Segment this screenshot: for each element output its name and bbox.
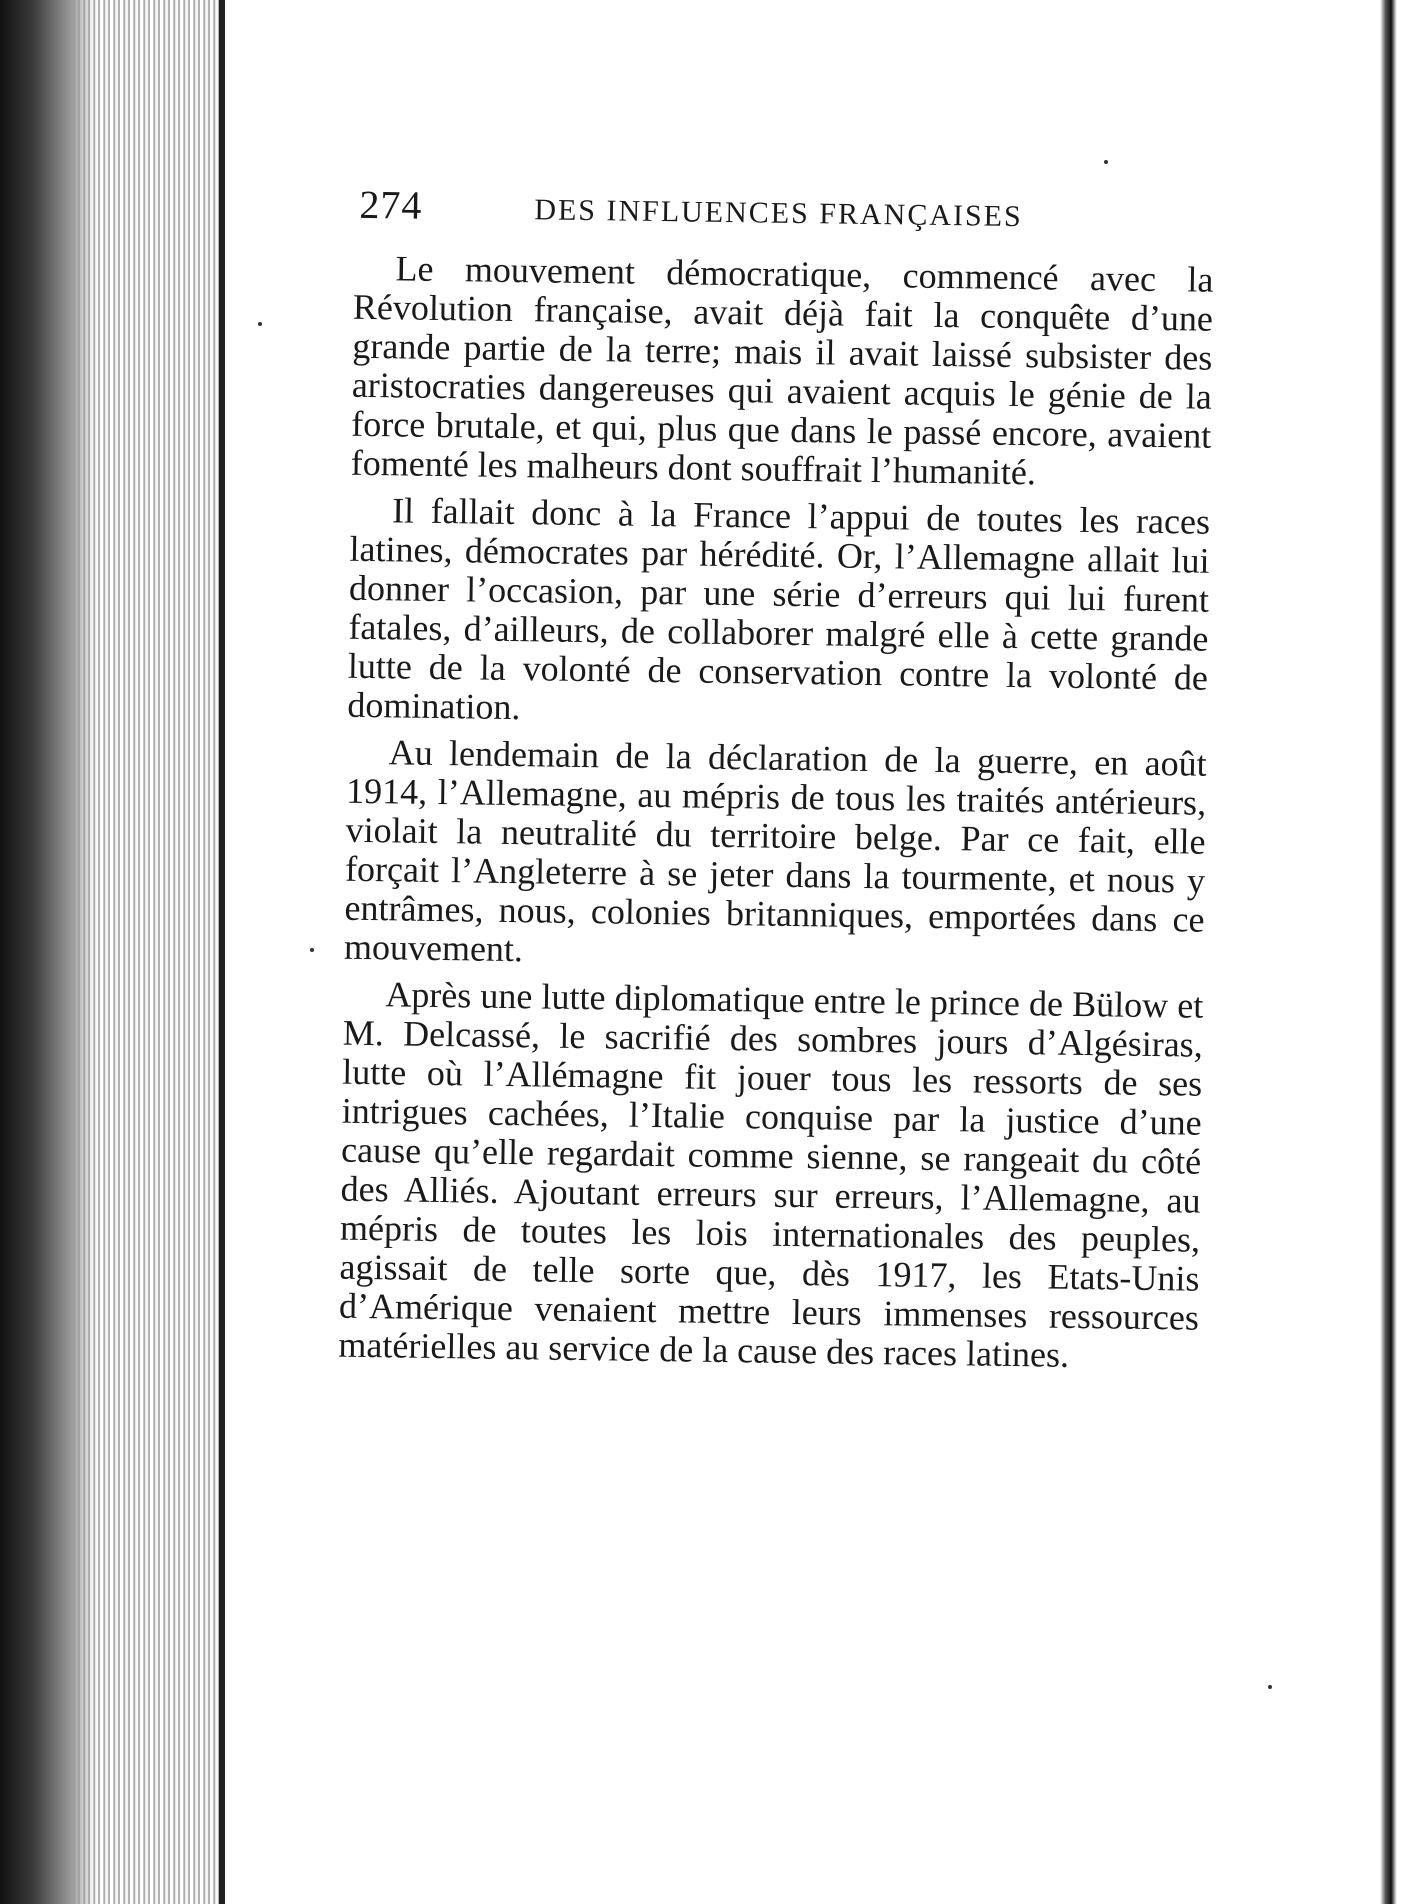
scan-speck [258, 322, 262, 326]
page-number: 274 [359, 181, 423, 228]
paragraph-3: Au lendemain de la déclaration de la guerre, en août 1914, l’Allemagne, au mépris de tous les traités antérieurs, violait la neutralité du territoire belge. Par ce fait, elle forçait l’Angleterre à se jeter dans la tourmente, et nous y entrâmes, nous, colonies britanniques, emportées dans ce mouvement. [343, 732, 1207, 970]
book-page [283, 160, 1240, 1385]
paragraph-4: Après une lutte diplomatique entre le prince de Bülow et M. Delcassé, le sacrifié des sombres jours d’Algésiras, lutte où l’Allémagne fit jouer tous les ressorts de ses intrigues cachées, l’Italie conquise par la justice d’une cause qu’elle regardait comme sienne, se rangeait du côté des Alliés. Ajoutant erreurs sur erreurs, l’Allemagne, au mépris de toutes les lois internationales des peuples, agissait de telle sorte que, dès 1917, les Etats-Unis d’Amérique venaient mettre leurs immenses ressources matérielles au service de la cause des races latines. [338, 974, 1204, 1375]
facing-page-edge [1380, 0, 1408, 1904]
paragraph-1: Le mouvement démocratique, commencé avec la Révolution française, avait déjà fait la conquête d’une grande partie de la terre; mais il avait laissé subsister des aristocraties dangereuses qui avaient acquis le génie de la force brutale, et qui, plus que dans le passé encore, avaient fomenté les malheurs dont souffrait l’humanité. [350, 248, 1214, 493]
running-title: DES INFLUENCES FRANÇAISES [534, 193, 1023, 234]
paragraph-2: Il fallait donc à la France l’appui de toutes les races latines, démocrates par hérédité. Or, l’Allemagne allait lui donner l’occasion, par une série d’erreurs qui lui furent fatales, d’ailleurs, de collaborer malgré elle à cette grande lutte de la volonté de conservation contre la volonté de domination. [347, 490, 1211, 728]
book-page-edges [0, 0, 225, 1904]
scan-speck [1104, 160, 1108, 164]
scan-speck [1268, 1685, 1272, 1689]
body-text [338, 249, 1213, 1377]
running-head [299, 160, 1240, 243]
